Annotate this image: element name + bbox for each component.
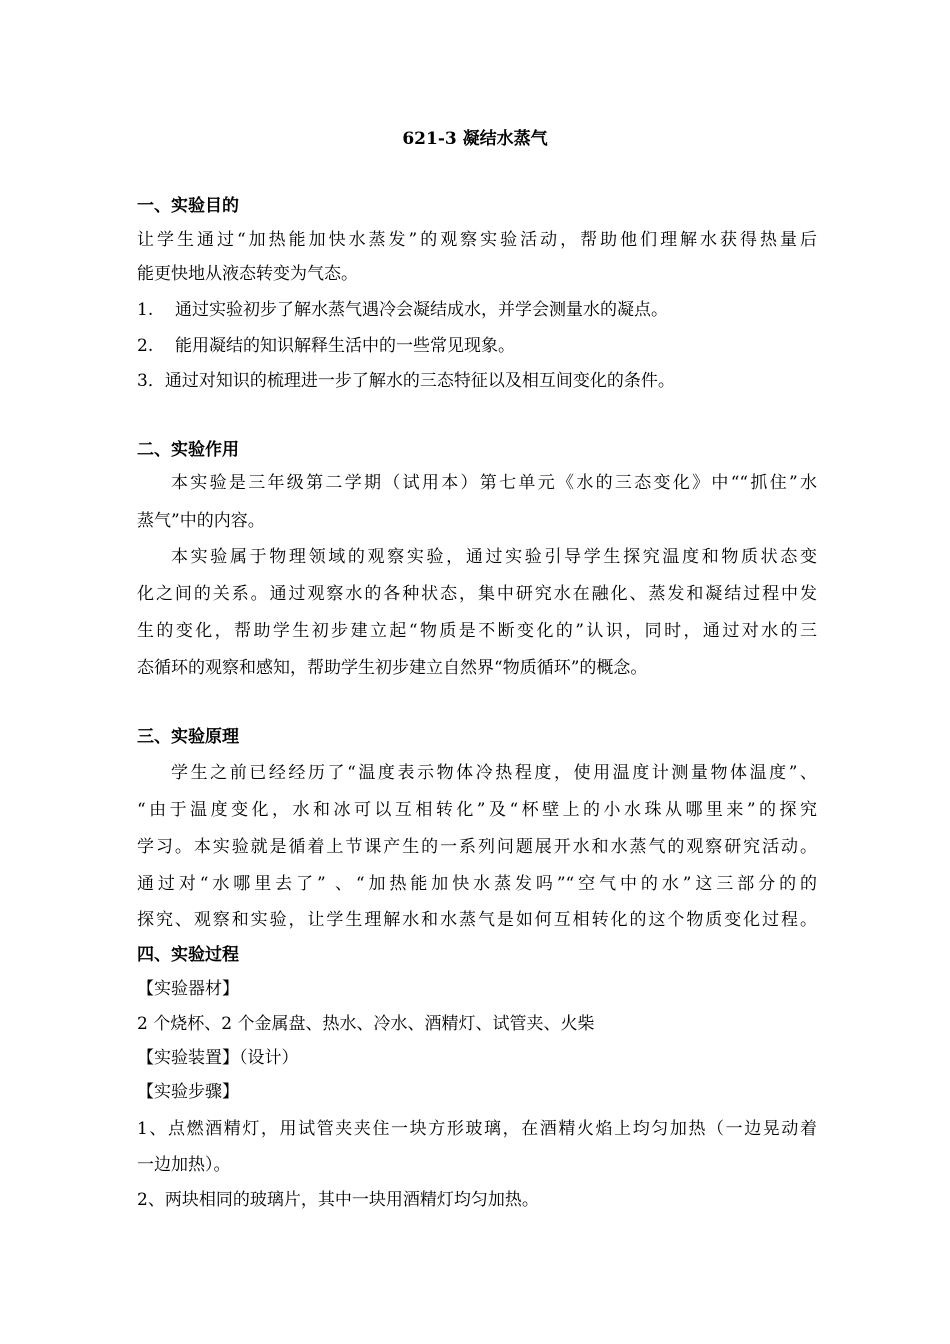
principle-line-1: 学生之前已经经历了“温度表示物体冷热程度，使用温度计测量物体温度”、 bbox=[171, 763, 817, 783]
section-heading-role: 二、实验作用 bbox=[137, 440, 239, 460]
role-paragraph-2-line-4: 态循环的观察和感知，帮助学生初步建立自然界“物质循环”的概念。 bbox=[137, 658, 648, 678]
steps-label: 【实验步骤】 bbox=[137, 1082, 239, 1102]
role-paragraph-2-line-2: 化之间的关系。通过观察水的各种状态，集中研究水在融化、蒸发和凝结过程中发 bbox=[137, 584, 817, 604]
purpose-intro-line-1: 让学生通过“加热能加快水蒸发”的观察实验活动，帮助他们理解水获得热量后 bbox=[137, 230, 817, 250]
step-1-line-1: 1、点燃酒精灯，用试管夹夹住一块方形玻璃，在酒精火焰上均匀加热（一边晃动着 bbox=[137, 1119, 817, 1139]
purpose-item-1-text: 通过实验初步了解水蒸气遇冷会凝结成水，并学会测量水的凝点。 bbox=[175, 300, 668, 320]
principle-line-4: 通过对“水哪里去了” 、“加热能加快水蒸发吗”“空气中的水”这三部分的的 bbox=[137, 874, 817, 894]
materials-list: 2 个烧杯、2 个金属盘、热水、冷水、酒精灯、试管夹、火柴 bbox=[137, 1014, 595, 1034]
step-1-line-2: 一边加热）。 bbox=[137, 1155, 231, 1175]
principle-line-3: 学习。本实验就是循着上节课产生的一系列问题展开水和水蒸气的观察研究活动。 bbox=[137, 837, 817, 857]
purpose-item-3: 3．通过对知识的梳理进一步了解水的三态特征以及相互间变化的条件。 bbox=[137, 371, 675, 391]
purpose-item-2-number: 2. bbox=[137, 336, 154, 356]
section-heading-process: 四、实验过程 bbox=[137, 945, 239, 965]
section-heading-principle: 三、实验原理 bbox=[137, 727, 239, 747]
principle-line-2: “由于温度变化，水和冰可以互相转化”及“杯壁上的小水珠从哪里来”的探究 bbox=[137, 800, 817, 820]
purpose-item-2 bbox=[137, 331, 515, 361]
purpose-item-1-number: 1. bbox=[137, 300, 154, 320]
role-paragraph-1-line-2: 蒸气”中的内容。 bbox=[137, 511, 265, 531]
purpose-item-2-text: 能用凝结的知识解释生活中的一些常见现象。 bbox=[175, 336, 515, 356]
role-paragraph-1-line-1: 本实验是三年级第二学期（试用本）第七单元《水的三态变化》中““抓住”水 bbox=[171, 473, 817, 493]
apparatus-label: 【实验装置】（设计） bbox=[137, 1048, 299, 1068]
document-title: 621-3 凝结水蒸气 bbox=[402, 129, 548, 149]
materials-label: 【实验器材】 bbox=[137, 979, 239, 999]
role-paragraph-2-line-1: 本实验属于物理领域的观察实验，通过实验引导学生探究温度和物质状态变 bbox=[171, 547, 817, 567]
section-heading-purpose: 一、实验目的 bbox=[137, 196, 239, 216]
step-2: 2、两块相同的玻璃片，其中一块用酒精灯均匀加热。 bbox=[137, 1190, 539, 1210]
purpose-item-1 bbox=[137, 295, 668, 325]
principle-line-5: 探究、观察和实验，让学生理解水和水蒸气是如何互相转化的这个物质变化过程。 bbox=[137, 910, 817, 930]
purpose-intro-line-2: 能更快地从液态转变为气态。 bbox=[137, 264, 358, 284]
role-paragraph-2-line-3: 生的变化，帮助学生初步建立起“物质是不断变化的”认识，同时，通过对水的三 bbox=[137, 621, 817, 641]
